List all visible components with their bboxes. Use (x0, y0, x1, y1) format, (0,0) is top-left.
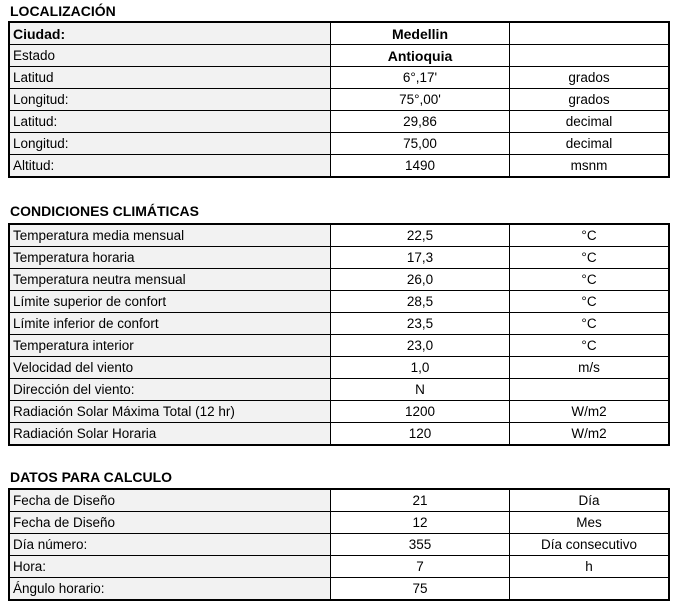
cell-value[interactable]: Antioquia (331, 45, 510, 67)
table-row (9, 89, 669, 111)
table-row (9, 357, 669, 379)
cell-value[interactable]: N (331, 379, 510, 401)
cell-value[interactable]: 26,0 (331, 269, 510, 291)
table-localizacion (8, 21, 670, 178)
cell-label[interactable]: Velocidad del viento (9, 357, 331, 379)
table-row (9, 133, 669, 155)
cell-value[interactable]: 75 (331, 578, 510, 601)
cell-value[interactable]: 23,0 (331, 335, 510, 357)
cell-label[interactable]: Latitud: (9, 111, 331, 133)
cell-unit[interactable] (510, 578, 670, 601)
table-row (9, 512, 669, 534)
table-row (9, 578, 669, 601)
table-row (9, 423, 669, 446)
cell-unit[interactable]: °C (510, 224, 670, 247)
cell-label[interactable]: Límite superior de confort (9, 291, 331, 313)
cell-label[interactable]: Temperatura interior (9, 335, 331, 357)
cell-label[interactable]: Latitud (9, 67, 331, 89)
cell-label[interactable]: Límite inferior de confort (9, 313, 331, 335)
cell-label[interactable]: Longitud: (9, 133, 331, 155)
table-row (9, 111, 669, 133)
cell-value[interactable]: 12 (331, 512, 510, 534)
cell-label[interactable]: Temperatura media mensual (9, 224, 331, 247)
cell-label[interactable]: Altitud: (9, 155, 331, 178)
cell-unit[interactable]: °C (510, 269, 670, 291)
cell-unit[interactable] (510, 22, 670, 45)
table-row (9, 67, 669, 89)
cell-unit[interactable] (510, 45, 670, 67)
cell-label[interactable]: Radiación Solar Horaria (9, 423, 331, 446)
table-row (9, 401, 669, 423)
cell-value[interactable]: 29,86 (331, 111, 510, 133)
section-title-localizacion: LOCALIZACIÓN (10, 3, 116, 19)
cell-unit[interactable]: grados (510, 89, 670, 111)
section-title-datos: DATOS PARA CALCULO (10, 469, 173, 485)
cell-label[interactable]: Estado (9, 45, 331, 67)
cell-value[interactable]: 355 (331, 534, 510, 556)
table-row (9, 22, 669, 45)
cell-label[interactable]: Ciudad: (9, 22, 331, 45)
table-row (9, 534, 669, 556)
table-row (9, 291, 669, 313)
cell-label[interactable]: Temperatura horaria (9, 247, 331, 269)
cell-value[interactable]: Medellin (331, 22, 510, 45)
cell-value[interactable]: 1200 (331, 401, 510, 423)
table-row (9, 489, 669, 512)
cell-label[interactable]: Longitud: (9, 89, 331, 111)
cell-value[interactable]: 1,0 (331, 357, 510, 379)
table-row (9, 556, 669, 578)
cell-value[interactable]: 28,5 (331, 291, 510, 313)
table-row (9, 247, 669, 269)
cell-unit[interactable]: msnm (510, 155, 670, 178)
table-row (9, 335, 669, 357)
cell-label[interactable]: Fecha de Diseño (9, 489, 331, 512)
cell-unit[interactable]: W/m2 (510, 423, 670, 446)
cell-value[interactable]: 75,00 (331, 133, 510, 155)
cell-unit[interactable]: m/s (510, 357, 670, 379)
cell-value[interactable]: 1490 (331, 155, 510, 178)
cell-unit[interactable] (510, 379, 670, 401)
cell-unit[interactable]: h (510, 556, 670, 578)
cell-value[interactable]: 120 (331, 423, 510, 446)
cell-label[interactable]: Ángulo horario: (9, 578, 331, 601)
cell-value[interactable]: 17,3 (331, 247, 510, 269)
cell-label[interactable]: Radiación Solar Máxima Total (12 hr) (9, 401, 331, 423)
table-row (9, 45, 669, 67)
cell-label[interactable]: Temperatura neutra mensual (9, 269, 331, 291)
cell-value[interactable]: 22,5 (331, 224, 510, 247)
cell-value[interactable]: 7 (331, 556, 510, 578)
cell-unit[interactable]: °C (510, 291, 670, 313)
cell-unit[interactable]: decimal (510, 111, 670, 133)
cell-unit[interactable]: °C (510, 335, 670, 357)
cell-value[interactable]: 75°,00' (331, 89, 510, 111)
cell-unit[interactable]: grados (510, 67, 670, 89)
cell-value[interactable]: 21 (331, 489, 510, 512)
table-row (9, 155, 669, 178)
cell-unit[interactable]: Día (510, 489, 670, 512)
cell-unit[interactable]: °C (510, 247, 670, 269)
cell-unit[interactable]: W/m2 (510, 401, 670, 423)
table-datos (8, 488, 670, 601)
cell-label[interactable]: Día número: (9, 534, 331, 556)
cell-unit[interactable]: °C (510, 313, 670, 335)
cell-value[interactable]: 23,5 (331, 313, 510, 335)
cell-unit[interactable]: decimal (510, 133, 670, 155)
cell-value[interactable]: 6°,17' (331, 67, 510, 89)
cell-label[interactable]: Hora: (9, 556, 331, 578)
table-row (9, 313, 669, 335)
cell-label[interactable]: Fecha de Diseño (9, 512, 331, 534)
table-row (9, 269, 669, 291)
cell-label[interactable]: Dirección del viento: (9, 379, 331, 401)
section-title-condiciones: CONDICIONES CLIMÁTICAS (10, 203, 199, 219)
table-condiciones (8, 223, 670, 446)
table-row (9, 224, 669, 247)
cell-unit[interactable]: Día consecutivo (510, 534, 670, 556)
cell-unit[interactable]: Mes (510, 512, 670, 534)
table-row (9, 379, 669, 401)
